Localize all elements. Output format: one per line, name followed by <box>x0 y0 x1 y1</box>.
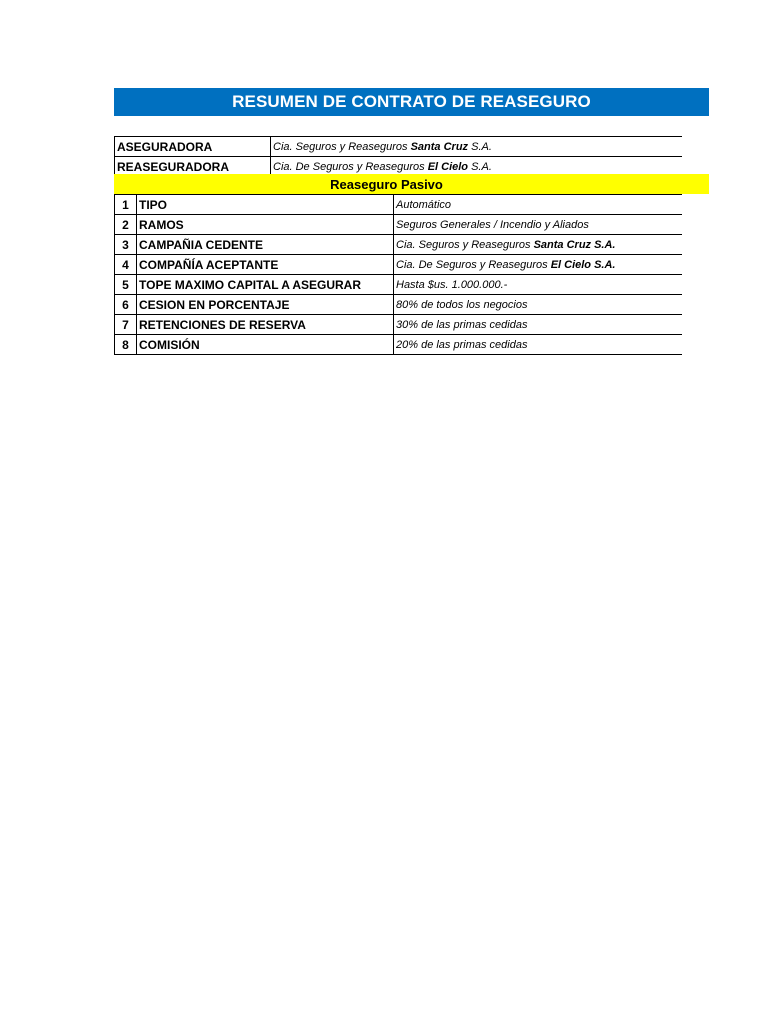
term-value: Cia. Seguros y Reaseguros Santa Cruz S.A. <box>394 235 683 255</box>
party-value: Cia. De Seguros y Reaseguros El Cielo S.A. <box>271 157 683 177</box>
party-label: ASEGURADORA <box>115 137 271 157</box>
term-value: Seguros Generales / Incendio y Aliados <box>394 215 683 235</box>
term-label: TOPE MAXIMO CAPITAL A ASEGURAR <box>137 275 394 295</box>
term-value: 80% de todos los negocios <box>394 295 683 315</box>
table-row <box>115 315 683 335</box>
row-number: 4 <box>115 255 137 275</box>
parties-table <box>114 136 682 177</box>
term-label: CAMPAÑIA CEDENTE <box>137 235 394 255</box>
term-value: Hasta $us. 1.000.000.- <box>394 275 683 295</box>
row-number: 7 <box>115 315 137 335</box>
table-row <box>115 235 683 255</box>
term-value: 20% de las primas cedidas <box>394 335 683 355</box>
section-title: Reaseguro Pasivo <box>330 176 443 192</box>
term-value: 30% de las primas cedidas <box>394 315 683 335</box>
table-row <box>115 255 683 275</box>
term-label: CESION EN PORCENTAJE <box>137 295 394 315</box>
table-row <box>115 137 683 157</box>
term-value: Cia. De Seguros y Reaseguros El Cielo S.A. <box>394 255 683 275</box>
row-number: 3 <box>115 235 137 255</box>
terms-table <box>114 194 682 355</box>
table-row <box>115 195 683 215</box>
term-label: RAMOS <box>137 215 394 235</box>
row-number: 5 <box>115 275 137 295</box>
term-label: RETENCIONES DE RESERVA <box>137 315 394 335</box>
document-title: RESUMEN DE CONTRATO DE REASEGURO <box>114 88 709 116</box>
term-label: COMPAÑÍA ACEPTANTE <box>137 255 394 275</box>
party-label: REASEGURADORA <box>115 157 271 177</box>
table-row <box>115 295 683 315</box>
row-number: 1 <box>115 195 137 215</box>
row-number: 2 <box>115 215 137 235</box>
table-row <box>115 335 683 355</box>
section-header <box>114 174 709 194</box>
term-label: TIPO <box>137 195 394 215</box>
table-row <box>115 215 683 235</box>
table-row <box>115 275 683 295</box>
term-label: COMISIÓN <box>137 335 394 355</box>
row-number: 8 <box>115 335 137 355</box>
term-value: Automático <box>394 195 683 215</box>
row-number: 6 <box>115 295 137 315</box>
party-value: Cia. Seguros y Reaseguros Santa Cruz S.A. <box>271 137 683 157</box>
